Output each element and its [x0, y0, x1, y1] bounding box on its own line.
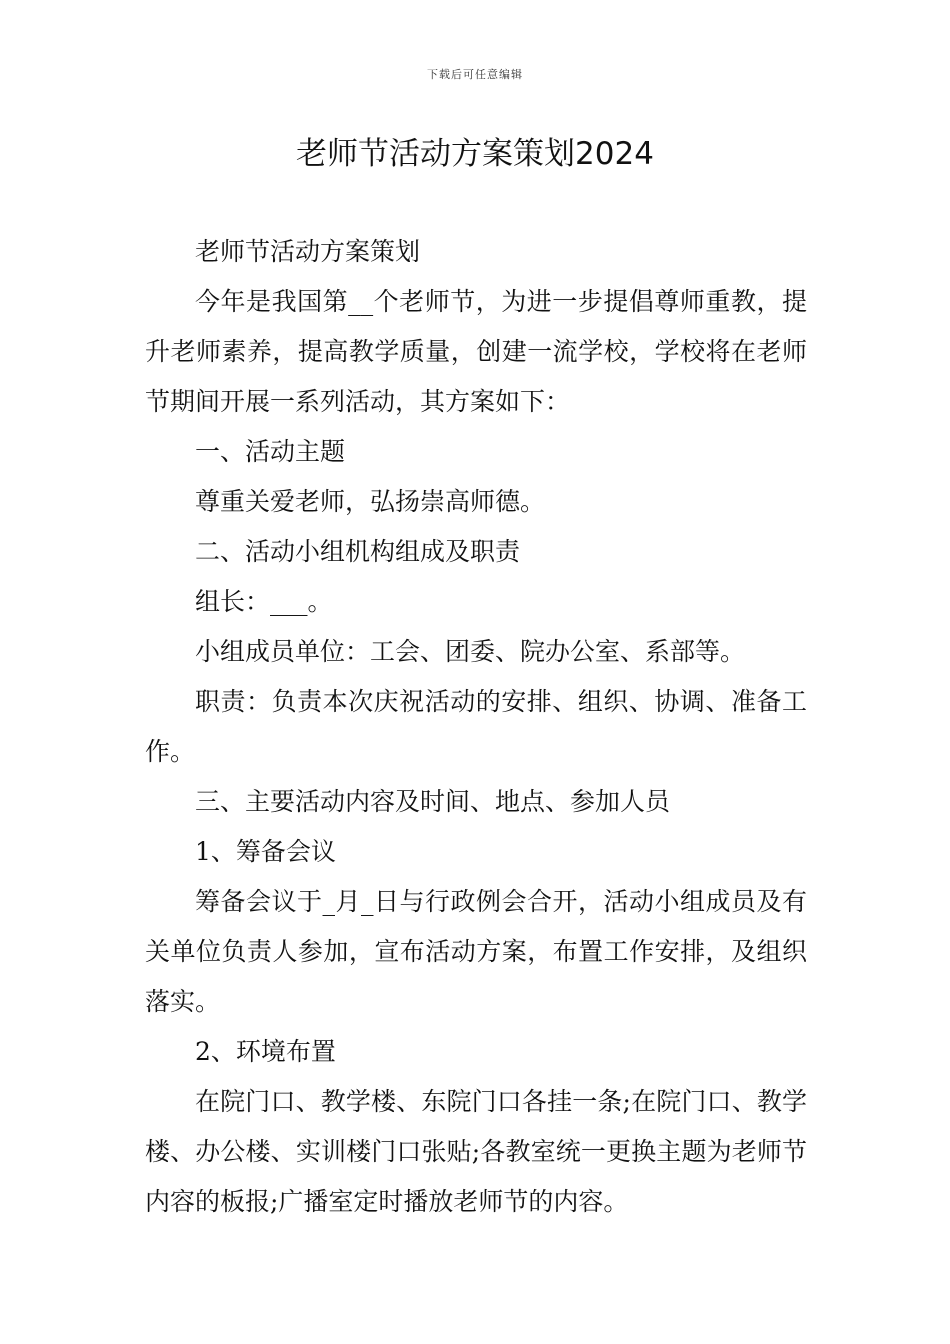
paragraph-duties: 职责：负责本次庆祝活动的安排、组织、协调、准备工作。: [145, 687, 807, 766]
section-heading-theme: 一、活动主题: [195, 437, 346, 466]
document-title: 老师节活动方案策划2024: [296, 136, 654, 172]
section-heading-organization: 二、活动小组机构组成及职责: [195, 537, 521, 566]
header-note: 下载后可任意编辑: [427, 68, 523, 81]
paragraph-preparatory-meeting: 筹备会议于_月_日与行政例会合开，活动小组成员及有关单位负责人参加，宣布活动方案，布置工作安排，及组织落实。: [145, 887, 807, 1016]
paragraph-subtitle: 老师节活动方案策划: [195, 237, 421, 266]
subheading-environment: 2、环境布置: [195, 1037, 336, 1066]
document-body: [145, 227, 807, 1227]
paragraph-members: 小组成员单位：工会、团委、院办公室、系部等。: [195, 637, 746, 666]
section-heading-activities: 三、主要活动内容及时间、地点、参加人员: [195, 787, 671, 816]
paragraph-theme: 尊重关爱老师，弘扬崇高师德。: [195, 487, 546, 516]
subheading-preparatory-meeting: 1、筹备会议: [195, 837, 336, 866]
paragraph-environment: 在院门口、教学楼、东院门口各挂一条;在院门口、教学楼、办公楼、实训楼门口张贴;各教室统一更换主题为老师节内容的板报;广播室定时播放老师节的内容。: [145, 1087, 807, 1216]
paragraph-leader: 组长：___。: [195, 587, 333, 616]
paragraph-intro: 今年是我国第__个老师节，为进一步提倡尊师重教，提升老师素养，提高教学质量，创建一流学校，学校将在老师节期间开展一系列活动，其方案如下：: [145, 287, 807, 416]
